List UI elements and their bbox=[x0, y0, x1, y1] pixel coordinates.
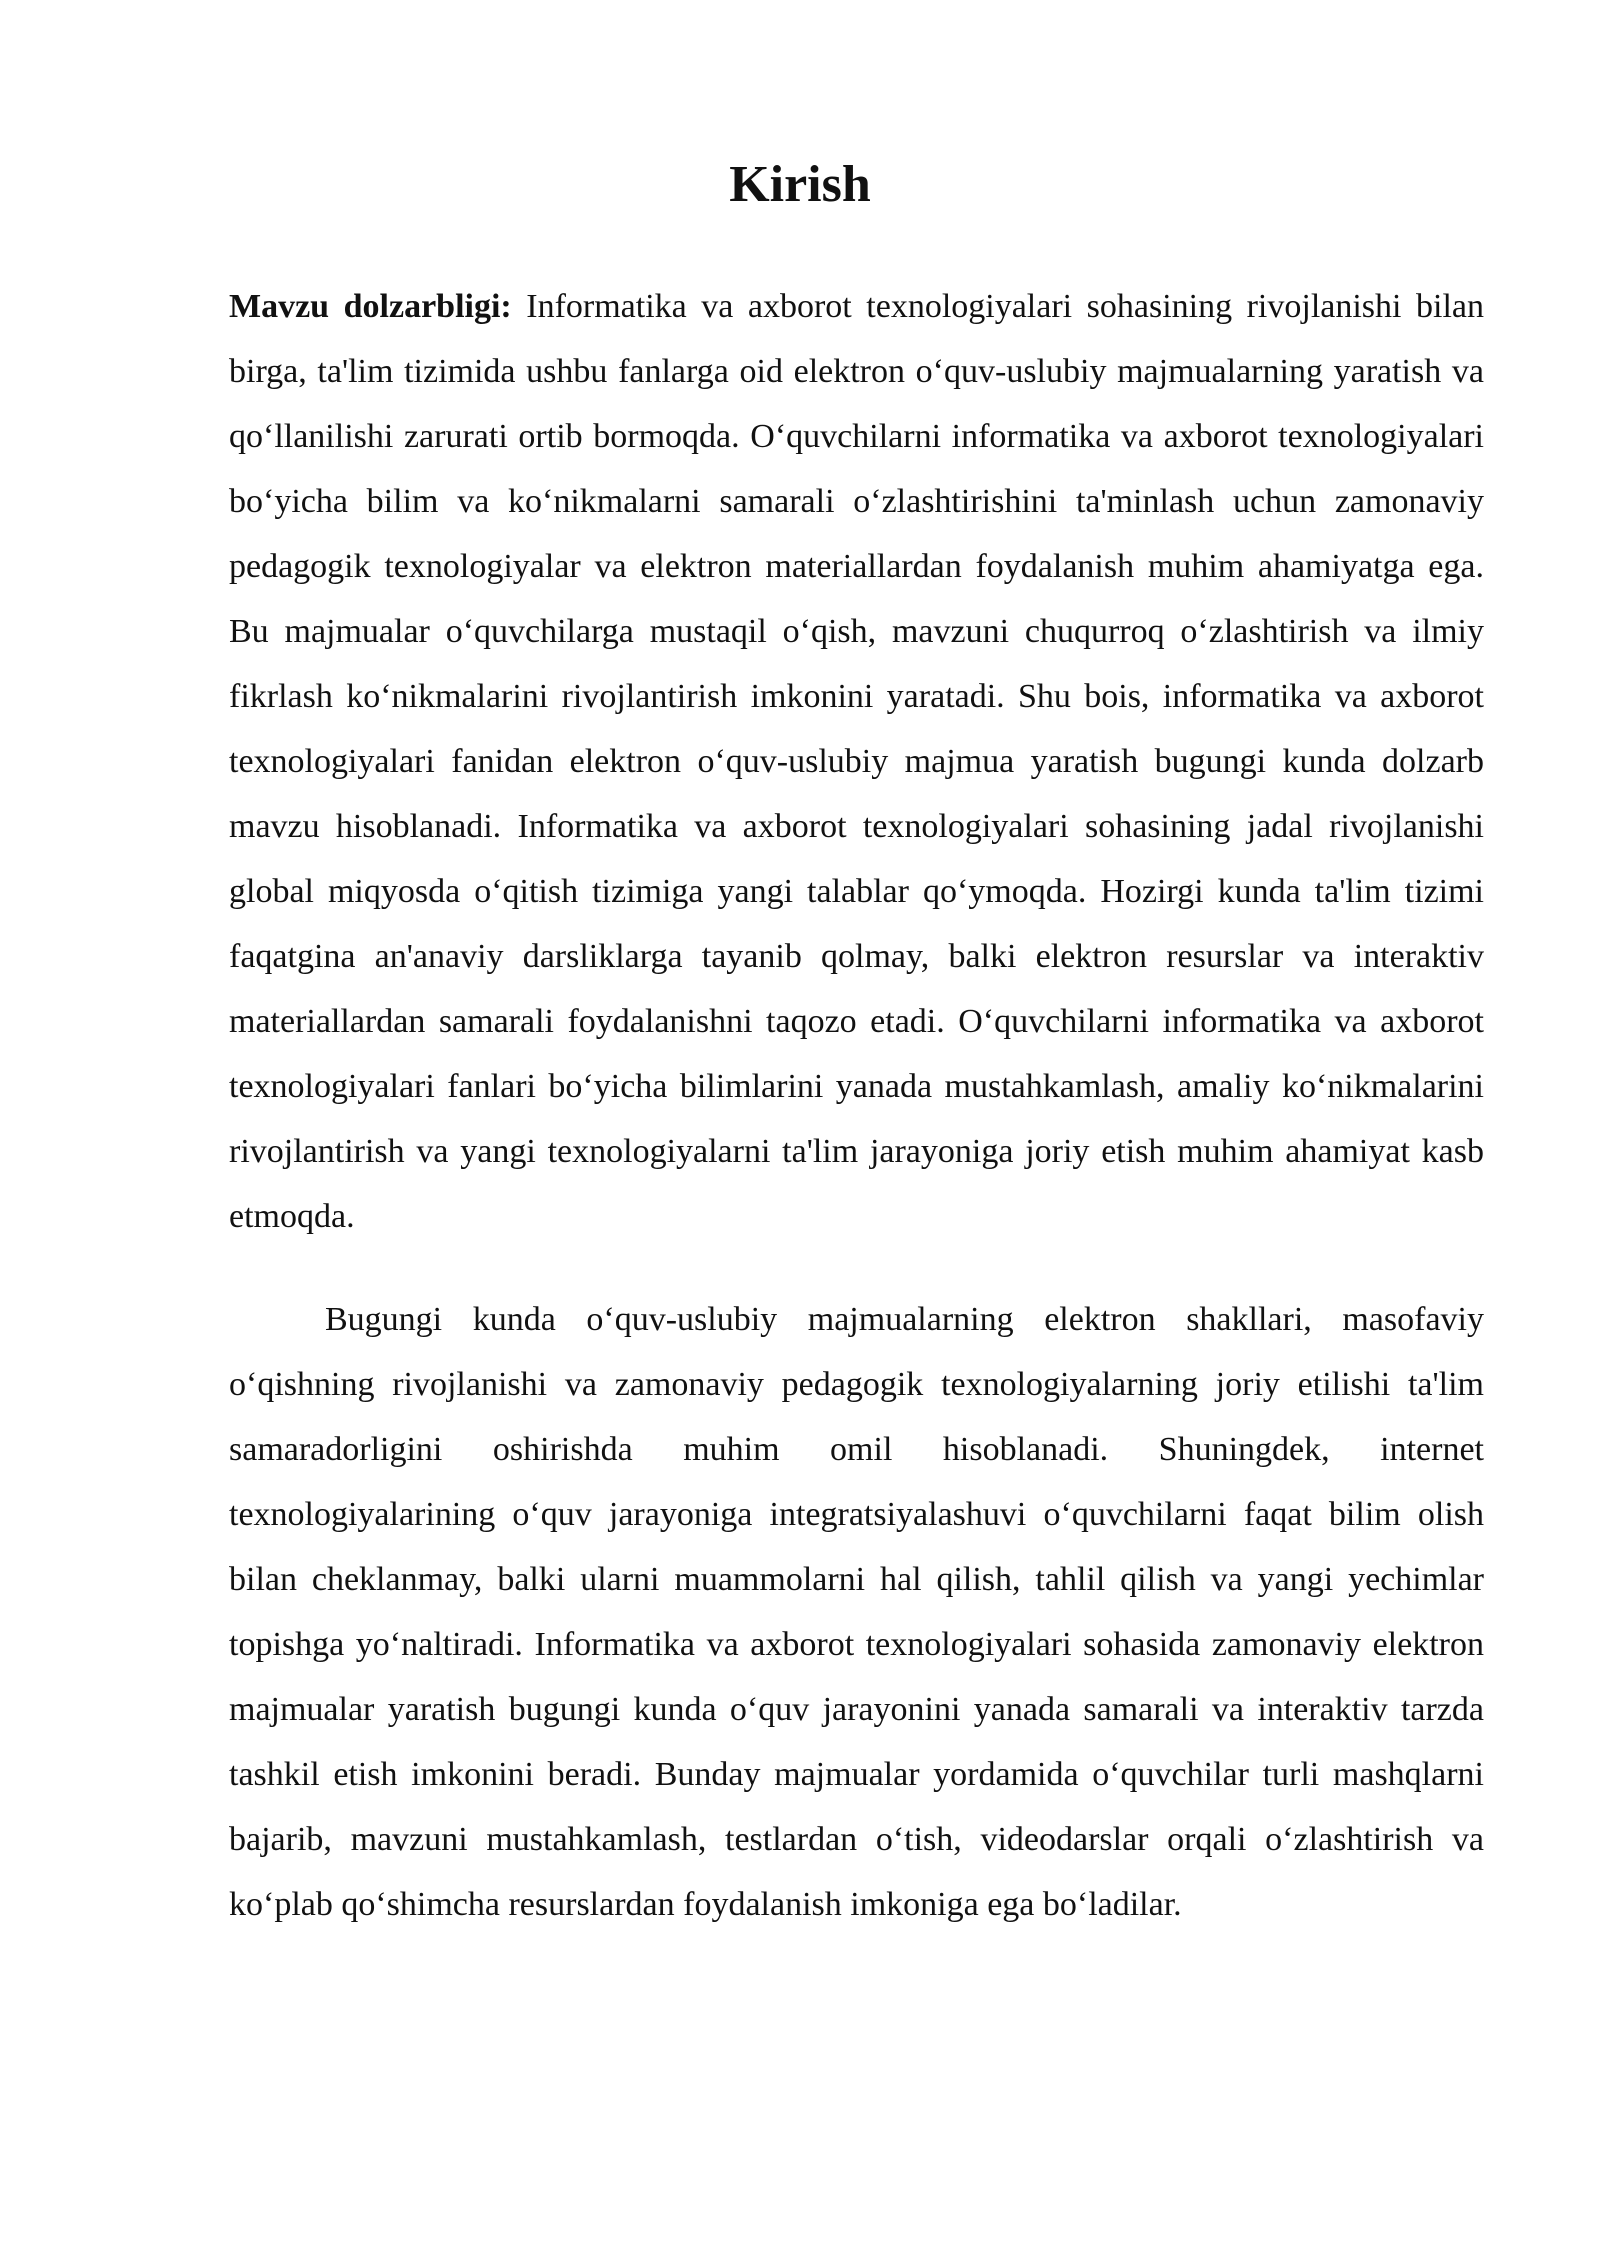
paragraph-relevance-text: Informatika va axborot texnologiyalari sohasining rivojlanishi bilan birga, ta'lim tizimida ushbu fanlarga oid elektron o‘quv-uslubiy majmualarning yaratish va qo‘llanilishi zarurati ortib bormoqda. O‘quvchilarni informatika va axborot texnologiyalari bo‘yicha bilim va ko‘nikmalarni samarali o‘zlashtirishini ta'minlash uchun zamonaviy pedagogik texnologiyalar va elektron materiallardan foydalanish muhim ahamiyatga ega. Bu majmualar o‘quvchilarga mustaqil o‘qish, mavzuni chuqurroq o‘zlashtirish va ilmiy fikrlash ko‘nikmalarini rivojlantirish imkonini yaratadi. Shu bois, informatika va axborot texnologiyalari fanidan elektron o‘quv-uslubiy majmua yaratish bugungi kunda dolzarb mavzu hisoblanadi. Informatika va axborot texnologiyalari sohasining jadal rivojlanishi global miqyosda o‘qitish tizimiga yangi talablar qo‘ymoqda. Hozirgi kunda ta'lim tizimi faqatgina an'anaviy darsliklarga tayanib qolmay, balki elektron resurslar va interaktiv materiallardan samarali foydalanishni taqozo etadi. O‘quvchilarni informatika va axborot texnologiyalari fanlari bo‘yicha bilimlarini yanada mustahkamlash, amaliy ko‘nikmalarini rivojlantirish va yangi texnologiyalarni ta'lim jarayoniga joriy etish muhim ahamiyat kasb etmoqda. bbox=[229, 288, 1484, 1235]
paragraph-relevance bbox=[229, 274, 1484, 1249]
paragraph-second: Bugungi kunda o‘quv-uslubiy majmualarning elektron shakllari, masofaviy o‘qishning rivojlanishi va zamonaviy pedagogik texnologiyalarning joriy etilishi ta'lim samaradorligini oshirishda muhim omil hisoblanadi. Shuningdek, internet texnologiyalarining o‘quv jarayoniga integratsiyalashuvi o‘quvchilarni faqat bilim olish bilan cheklanmay, balki ularni muammolarni hal qilish, tahlil qilish va yangi yechimlar topishga yo‘naltiradi. Informatika va axborot texnologiyalari sohasida zamonaviy elektron majmualar yaratish bugungi kunda o‘quv jarayonini yanada samarali va interaktiv tarzda tashkil etish imkonini beradi. Bunday majmualar yordamida o‘quvchilar turli mashqlarni bajarib, mavzuni mustahkamlash, testlardan o‘tish, videodarslar orqali o‘zlashtirish va ko‘plab qo‘shimcha resurslardan foydalanish imkoniga ega bo‘ladilar. bbox=[229, 1301, 1484, 1923]
document-body bbox=[229, 274, 1484, 1937]
paragraph-lead-label: Mavzu dolzarbligi: bbox=[229, 288, 512, 325]
page-title: Kirish bbox=[729, 156, 871, 213]
